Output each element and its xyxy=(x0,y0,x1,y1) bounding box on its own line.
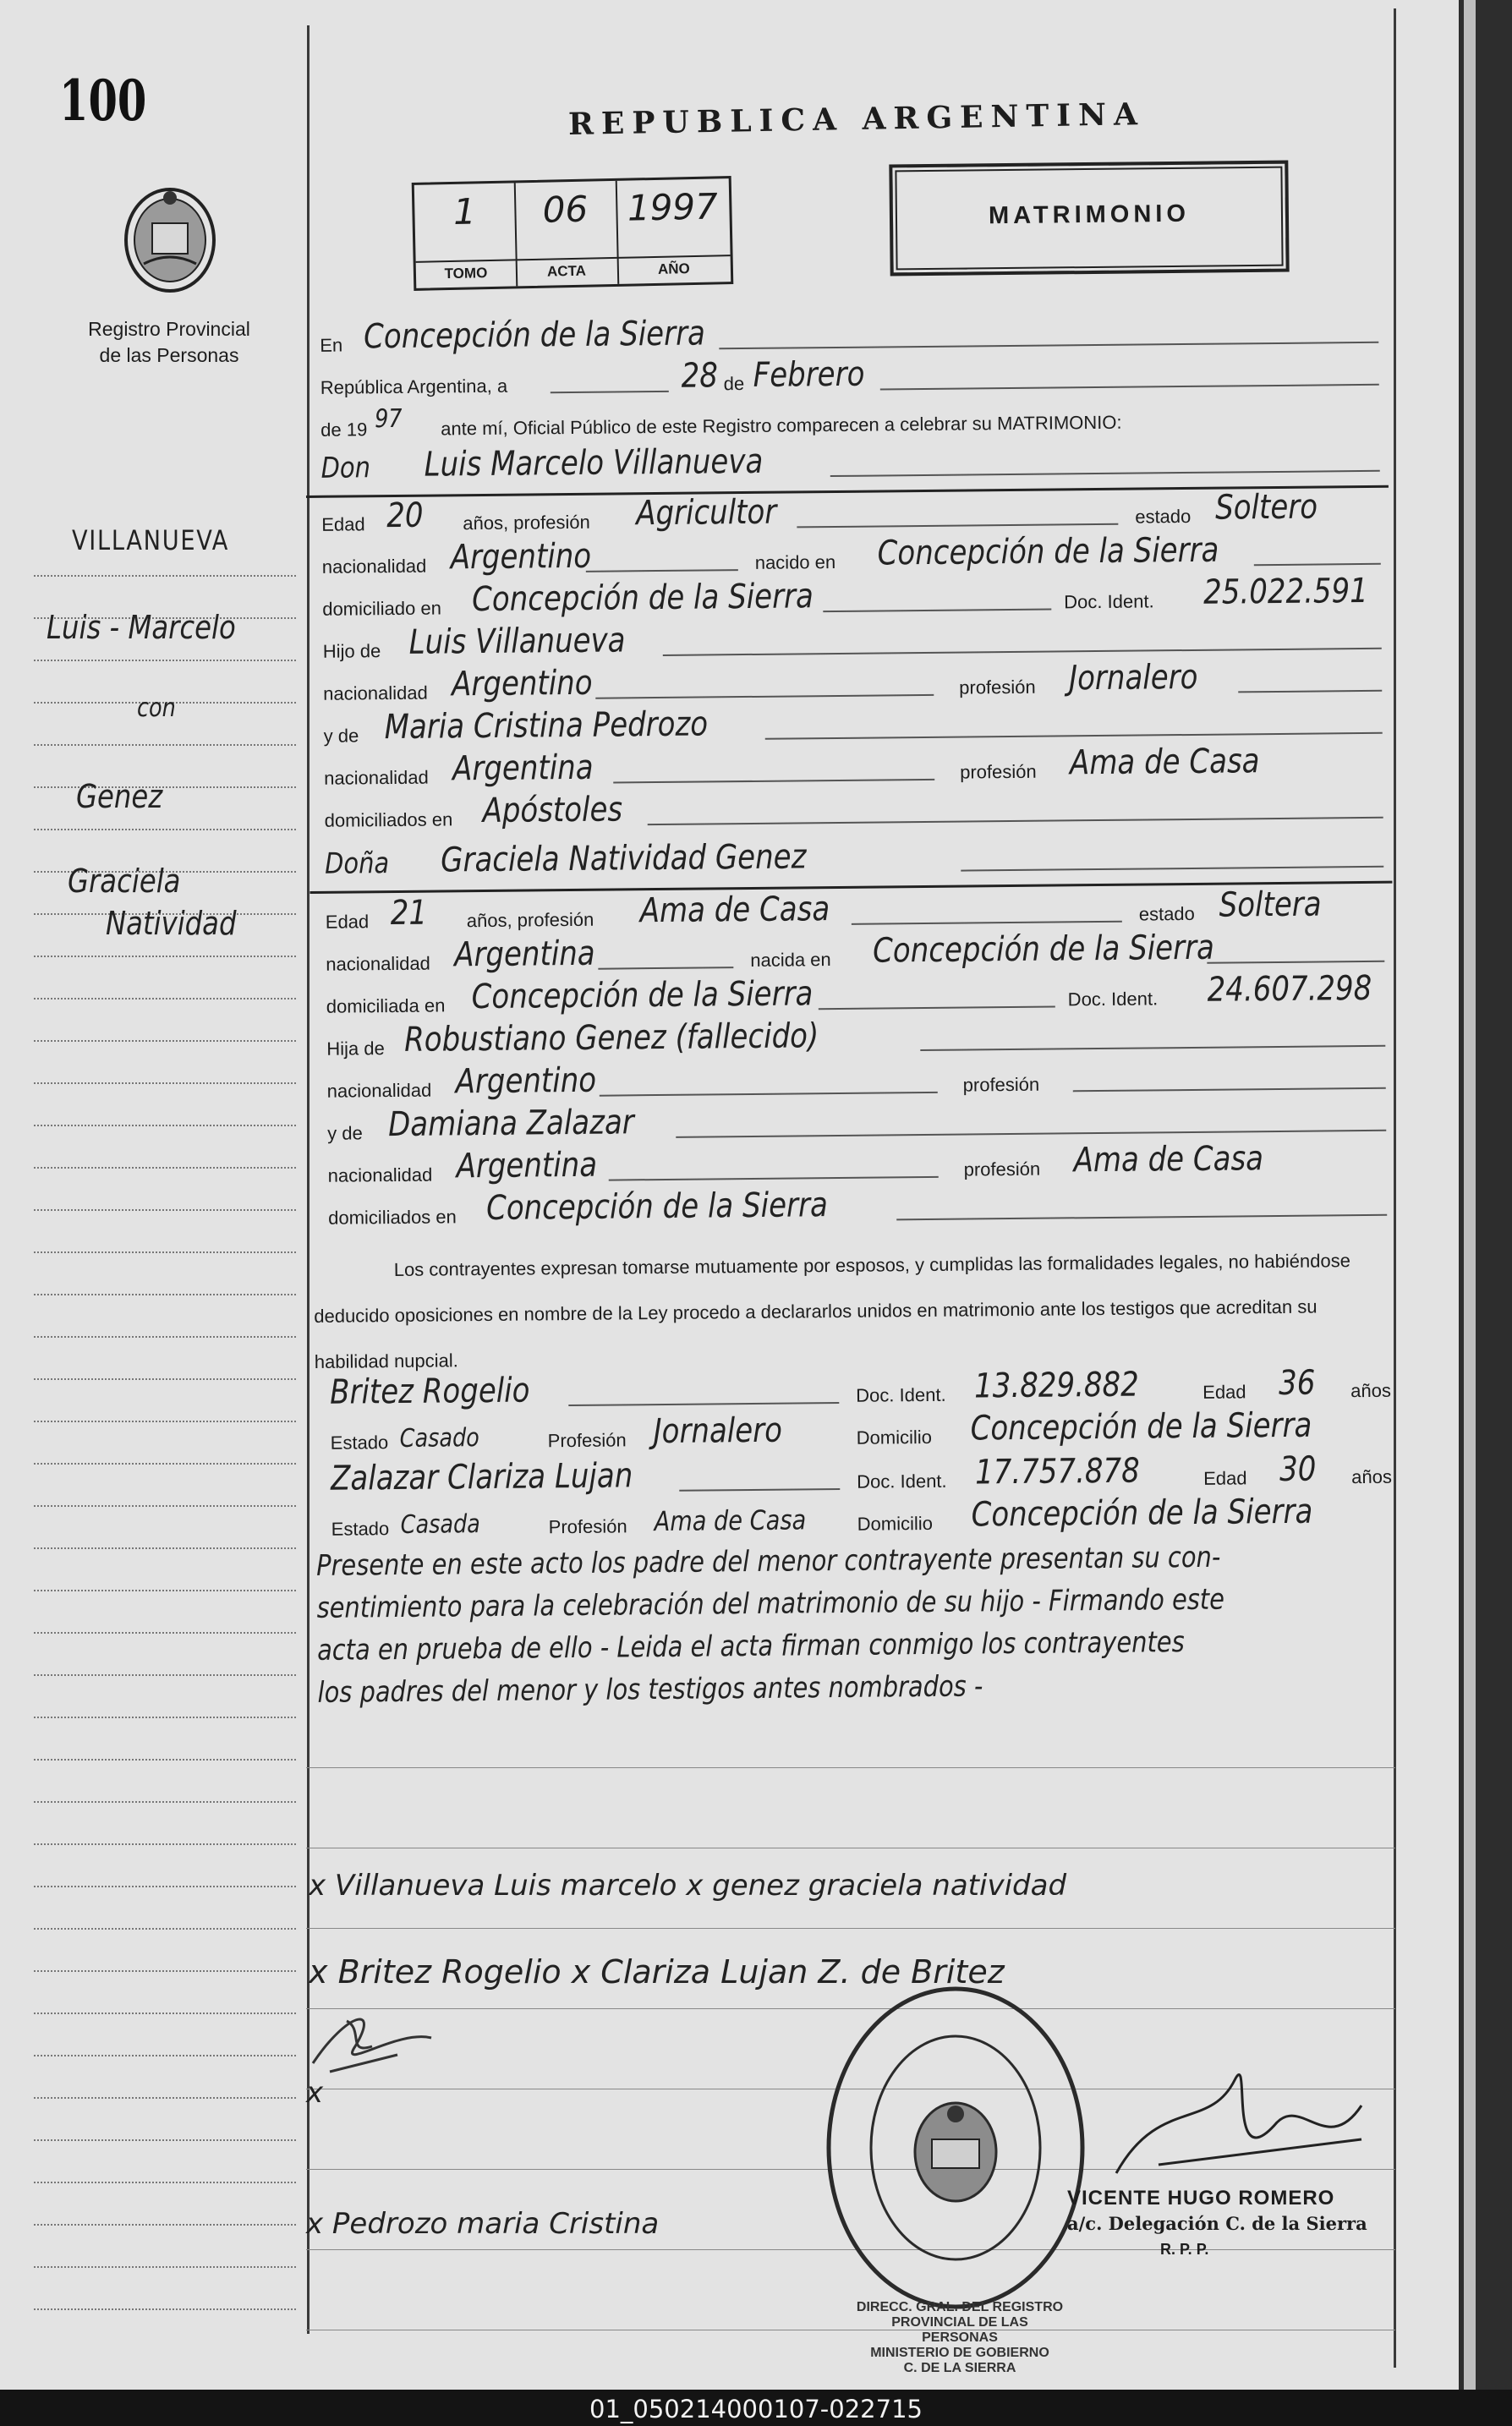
country-heading: REPUBLICA ARGENTINA xyxy=(567,96,1146,142)
witness2-anos: años xyxy=(1351,1465,1393,1488)
de-label: de xyxy=(723,373,745,395)
bride-mother-nat-label: nacionalidad xyxy=(327,1164,433,1186)
seal-outer-text: DIRECC. GRAL. DEL REGISTRO PROVINCIAL DE LAS PERSONAS xyxy=(856,2300,1064,2345)
signature-line-2: x Britez Rogelio x Clariza Lujan Z. de Britez xyxy=(309,1953,1005,1991)
bride-age: 21 xyxy=(390,893,428,934)
acta-value: 06 xyxy=(542,188,589,231)
groom-parents-domicile-label: domiciliados en xyxy=(324,808,453,831)
groom-birthplace: Concepción de la Sierra xyxy=(877,530,1219,573)
witness2-status: Casada xyxy=(400,1509,480,1540)
scribble-signature-icon xyxy=(296,1996,465,2089)
margin-bride-surname: Genez xyxy=(76,778,163,815)
bride-mother-nationality: Argentina xyxy=(456,1145,598,1186)
note-line-1: Presente en este acto los padre del menor contrayente presentan su con- xyxy=(315,1540,1221,1583)
groom-age-label: Edad xyxy=(321,513,365,535)
declaration-text: Los contrayentes expresan tomarse mutuamente por esposos, y cumplidas las formalidades legales, no habiéndose deducido oposiciones en nombre de la Ley procedo a declararlos unidos en matrimonio ante los testigos que acreditan su habilidad nupcial. xyxy=(314,1250,1351,1372)
witness1-status-label: Estado xyxy=(330,1432,389,1454)
bride-mother-profession: Ama de Casa xyxy=(1073,1139,1264,1180)
witness2-profession: Ama de Casa xyxy=(654,1503,807,1538)
bride-name: Graciela Natividad Genez xyxy=(440,837,807,880)
witness1-doc-label: Doc. Ident. xyxy=(856,1383,946,1406)
witness1-name: Britez Rogelio xyxy=(329,1371,530,1412)
groom-name: Luis Marcelo Villanueva xyxy=(424,441,764,485)
groom-status-label: estado xyxy=(1135,505,1192,528)
groom-mother-nationality: Argentina xyxy=(452,748,594,789)
bride-nationality-label: nacionalidad xyxy=(326,952,430,975)
note-line-2: sentimiento para la celebración del matrimonio de su hijo - Firmando este xyxy=(316,1582,1225,1625)
official-seal-icon xyxy=(820,1979,1091,2317)
tomo-value: 1 xyxy=(452,190,477,233)
bride-status: Soltera xyxy=(1219,884,1322,925)
record-type: MATRIMONIO xyxy=(988,200,1191,230)
groom-nationality: Argentino xyxy=(450,536,592,578)
groom-domicile-label: domiciliado en xyxy=(322,597,442,620)
bride-title: Doña xyxy=(324,846,390,881)
bride-father: Robustiano Genez (fallecido) xyxy=(403,1016,819,1060)
bride-parents-domicile: Concepción de la Sierra xyxy=(485,1186,829,1228)
witness1-anos: años xyxy=(1350,1379,1392,1402)
officer-block xyxy=(1067,2186,1367,2262)
groom-father-profession: Jornalero xyxy=(1068,657,1198,698)
groom-doc-label: Doc. Ident. xyxy=(1064,590,1154,613)
place: Concepción de la Sierra xyxy=(363,314,706,357)
witness2-doc-label: Doc. Ident. xyxy=(857,1470,947,1492)
bride-doc: 24.607.298 xyxy=(1207,968,1372,1010)
groom-parents-domicile: Apóstoles xyxy=(482,790,623,831)
margin-bride-name: Graciela xyxy=(68,863,181,900)
year-prefix: de 19 xyxy=(320,419,368,441)
registry-name xyxy=(51,316,288,369)
bride-domicile-label: domiciliada en xyxy=(326,994,446,1017)
groom-father-nat-label: nacionalidad xyxy=(323,682,428,704)
bride-status-label: estado xyxy=(1138,902,1195,925)
day: 28 xyxy=(681,356,719,396)
opening-sentence: ante mí, Oficial Público de este Registro comparecen a celebrar su MATRIMONIO: xyxy=(441,411,1122,440)
registry-line2: de las Personas xyxy=(99,344,239,366)
groom-age: 20 xyxy=(386,496,424,536)
witness2-name: Zalazar Clariza Lujan xyxy=(330,1456,633,1498)
bride-birthplace: Concepción de la Sierra xyxy=(872,928,1215,971)
bride-father-nationality: Argentino xyxy=(455,1060,597,1102)
bride-profession: Ama de Casa xyxy=(639,890,830,931)
ano-value: 1997 xyxy=(627,185,719,229)
witness1-age-label: Edad xyxy=(1202,1381,1246,1403)
witness2-domicile: Concepción de la Sierra xyxy=(971,1492,1313,1535)
footer-bar xyxy=(0,2390,1512,2426)
witness1-dom-label: Domicilio xyxy=(856,1426,933,1448)
bride-mother-label: y de xyxy=(327,1122,363,1144)
page-number: 100 xyxy=(59,68,147,134)
acta-label: ACTA xyxy=(516,257,618,282)
witness1-status: Casado xyxy=(399,1423,479,1454)
tomo-label: TOMO xyxy=(416,259,517,282)
signature-line-4: x Pedrozo maria Cristina xyxy=(306,2207,660,2241)
margin-surname: VILLANUEVA xyxy=(72,524,230,556)
record-type-box xyxy=(889,161,1289,277)
groom-doc: 25.022.591 xyxy=(1202,571,1369,612)
witness1-domicile: Concepción de la Sierra xyxy=(970,1405,1312,1448)
groom-domicile: Concepción de la Sierra xyxy=(471,577,814,620)
marriage-form xyxy=(304,311,1395,1710)
witness2-age: 30 xyxy=(1279,1449,1317,1489)
officer-name: VICENTE HUGO ROMERO xyxy=(1067,2187,1335,2210)
signature-line-1: x Villanueva Luis marcelo x genez graciela natividad xyxy=(309,1869,1067,1903)
footer-id: 01_050214000107-022715 xyxy=(589,2395,923,2423)
republica-label: República Argentina, a xyxy=(320,375,508,398)
bride-mother: Damiana Zalazar xyxy=(387,1103,635,1145)
witness1-prof-label: Profesión xyxy=(547,1429,627,1452)
province-emblem-icon xyxy=(118,179,222,298)
bride-profession-label: años, profesión xyxy=(466,908,594,932)
bride-birthplace-label: nacida en xyxy=(750,949,831,971)
groom-profession: Agricultor xyxy=(635,492,777,534)
year-suffix: 97 xyxy=(374,403,403,435)
witness1-doc: 13.829.882 xyxy=(973,1365,1140,1406)
note-line-4: los padres del menor y los testigos antes nombrados - xyxy=(317,1669,983,1710)
bride-father-nat-label: nacionalidad xyxy=(326,1079,432,1102)
bride-domicile: Concepción de la Sierra xyxy=(471,974,814,1017)
groom-father-nationality: Argentino xyxy=(451,663,593,704)
bride-parents-domicile-label: domiciliados en xyxy=(328,1206,457,1229)
witness1-age: 36 xyxy=(1278,1363,1316,1403)
bride-nationality: Argentina xyxy=(453,934,595,975)
tomo-acta-ano-table xyxy=(412,176,734,291)
ano-label: AÑO xyxy=(617,255,731,279)
witness2-age-label: Edad xyxy=(1203,1467,1247,1489)
margin-bride-name2: Natividad xyxy=(106,905,237,942)
groom-profession-label: años, profesión xyxy=(463,511,590,534)
seal-bottom-text: C. DE LA SIERRA xyxy=(903,2361,1016,2375)
officer-signature-icon xyxy=(1108,2046,1378,2190)
groom-father: Luis Villanueva xyxy=(408,621,626,662)
groom-father-prof-label: profesión xyxy=(959,676,1036,698)
witness2-prof-label: Profesión xyxy=(548,1515,627,1538)
groom-status: Soltero xyxy=(1214,487,1318,528)
bride-doc-label: Doc. Ident. xyxy=(1067,988,1159,1010)
groom-birthplace-label: nacido en xyxy=(754,550,836,573)
page-edge xyxy=(1459,0,1512,2390)
witness2-status-label: Estado xyxy=(331,1518,390,1540)
witness2-doc: 17.757.878 xyxy=(974,1451,1140,1492)
officer-initials: R. P. P. xyxy=(1160,2241,1209,2258)
witness1-profession: Jornalero xyxy=(653,1410,783,1452)
groom-mother-prof-label: profesión xyxy=(960,760,1037,783)
registry-line1: Registro Provincial xyxy=(88,318,250,340)
en-label: En xyxy=(320,334,343,356)
groom-mother-nat-label: nacionalidad xyxy=(324,766,429,789)
margin-given-names: Luis - Marcelo xyxy=(47,609,236,646)
signature-line-3: x xyxy=(306,2076,324,2110)
officer-role: a/c. Delegación C. de la Sierra xyxy=(1067,2213,1367,2234)
bride-father-label: Hija de xyxy=(326,1038,385,1060)
groom-mother-profession: Ama de Casa xyxy=(1069,742,1260,783)
groom-title: Don xyxy=(320,451,371,485)
seal-inner-text: MINISTERIO DE GOBIERNO xyxy=(870,2346,1049,2360)
margin-con: con xyxy=(137,693,176,723)
groom-nationality-label: nacionalidad xyxy=(321,555,427,578)
month: Febrero xyxy=(753,354,865,395)
bride-age-label: Edad xyxy=(325,911,370,933)
witness2-dom-label: Domicilio xyxy=(857,1512,934,1535)
groom-mother: Maria Cristina Pedrozo xyxy=(384,704,709,748)
bride-father-prof-label: profesión xyxy=(962,1073,1040,1096)
groom-mother-label: y de xyxy=(323,725,359,747)
bride-mother-prof-label: profesión xyxy=(963,1158,1041,1180)
groom-father-label: Hijo de xyxy=(322,640,381,662)
seal-text xyxy=(854,2300,1066,2376)
note-line-3: acta en prueba de ello - Leida el acta firman conmigo los contrayentes xyxy=(316,1625,1185,1668)
